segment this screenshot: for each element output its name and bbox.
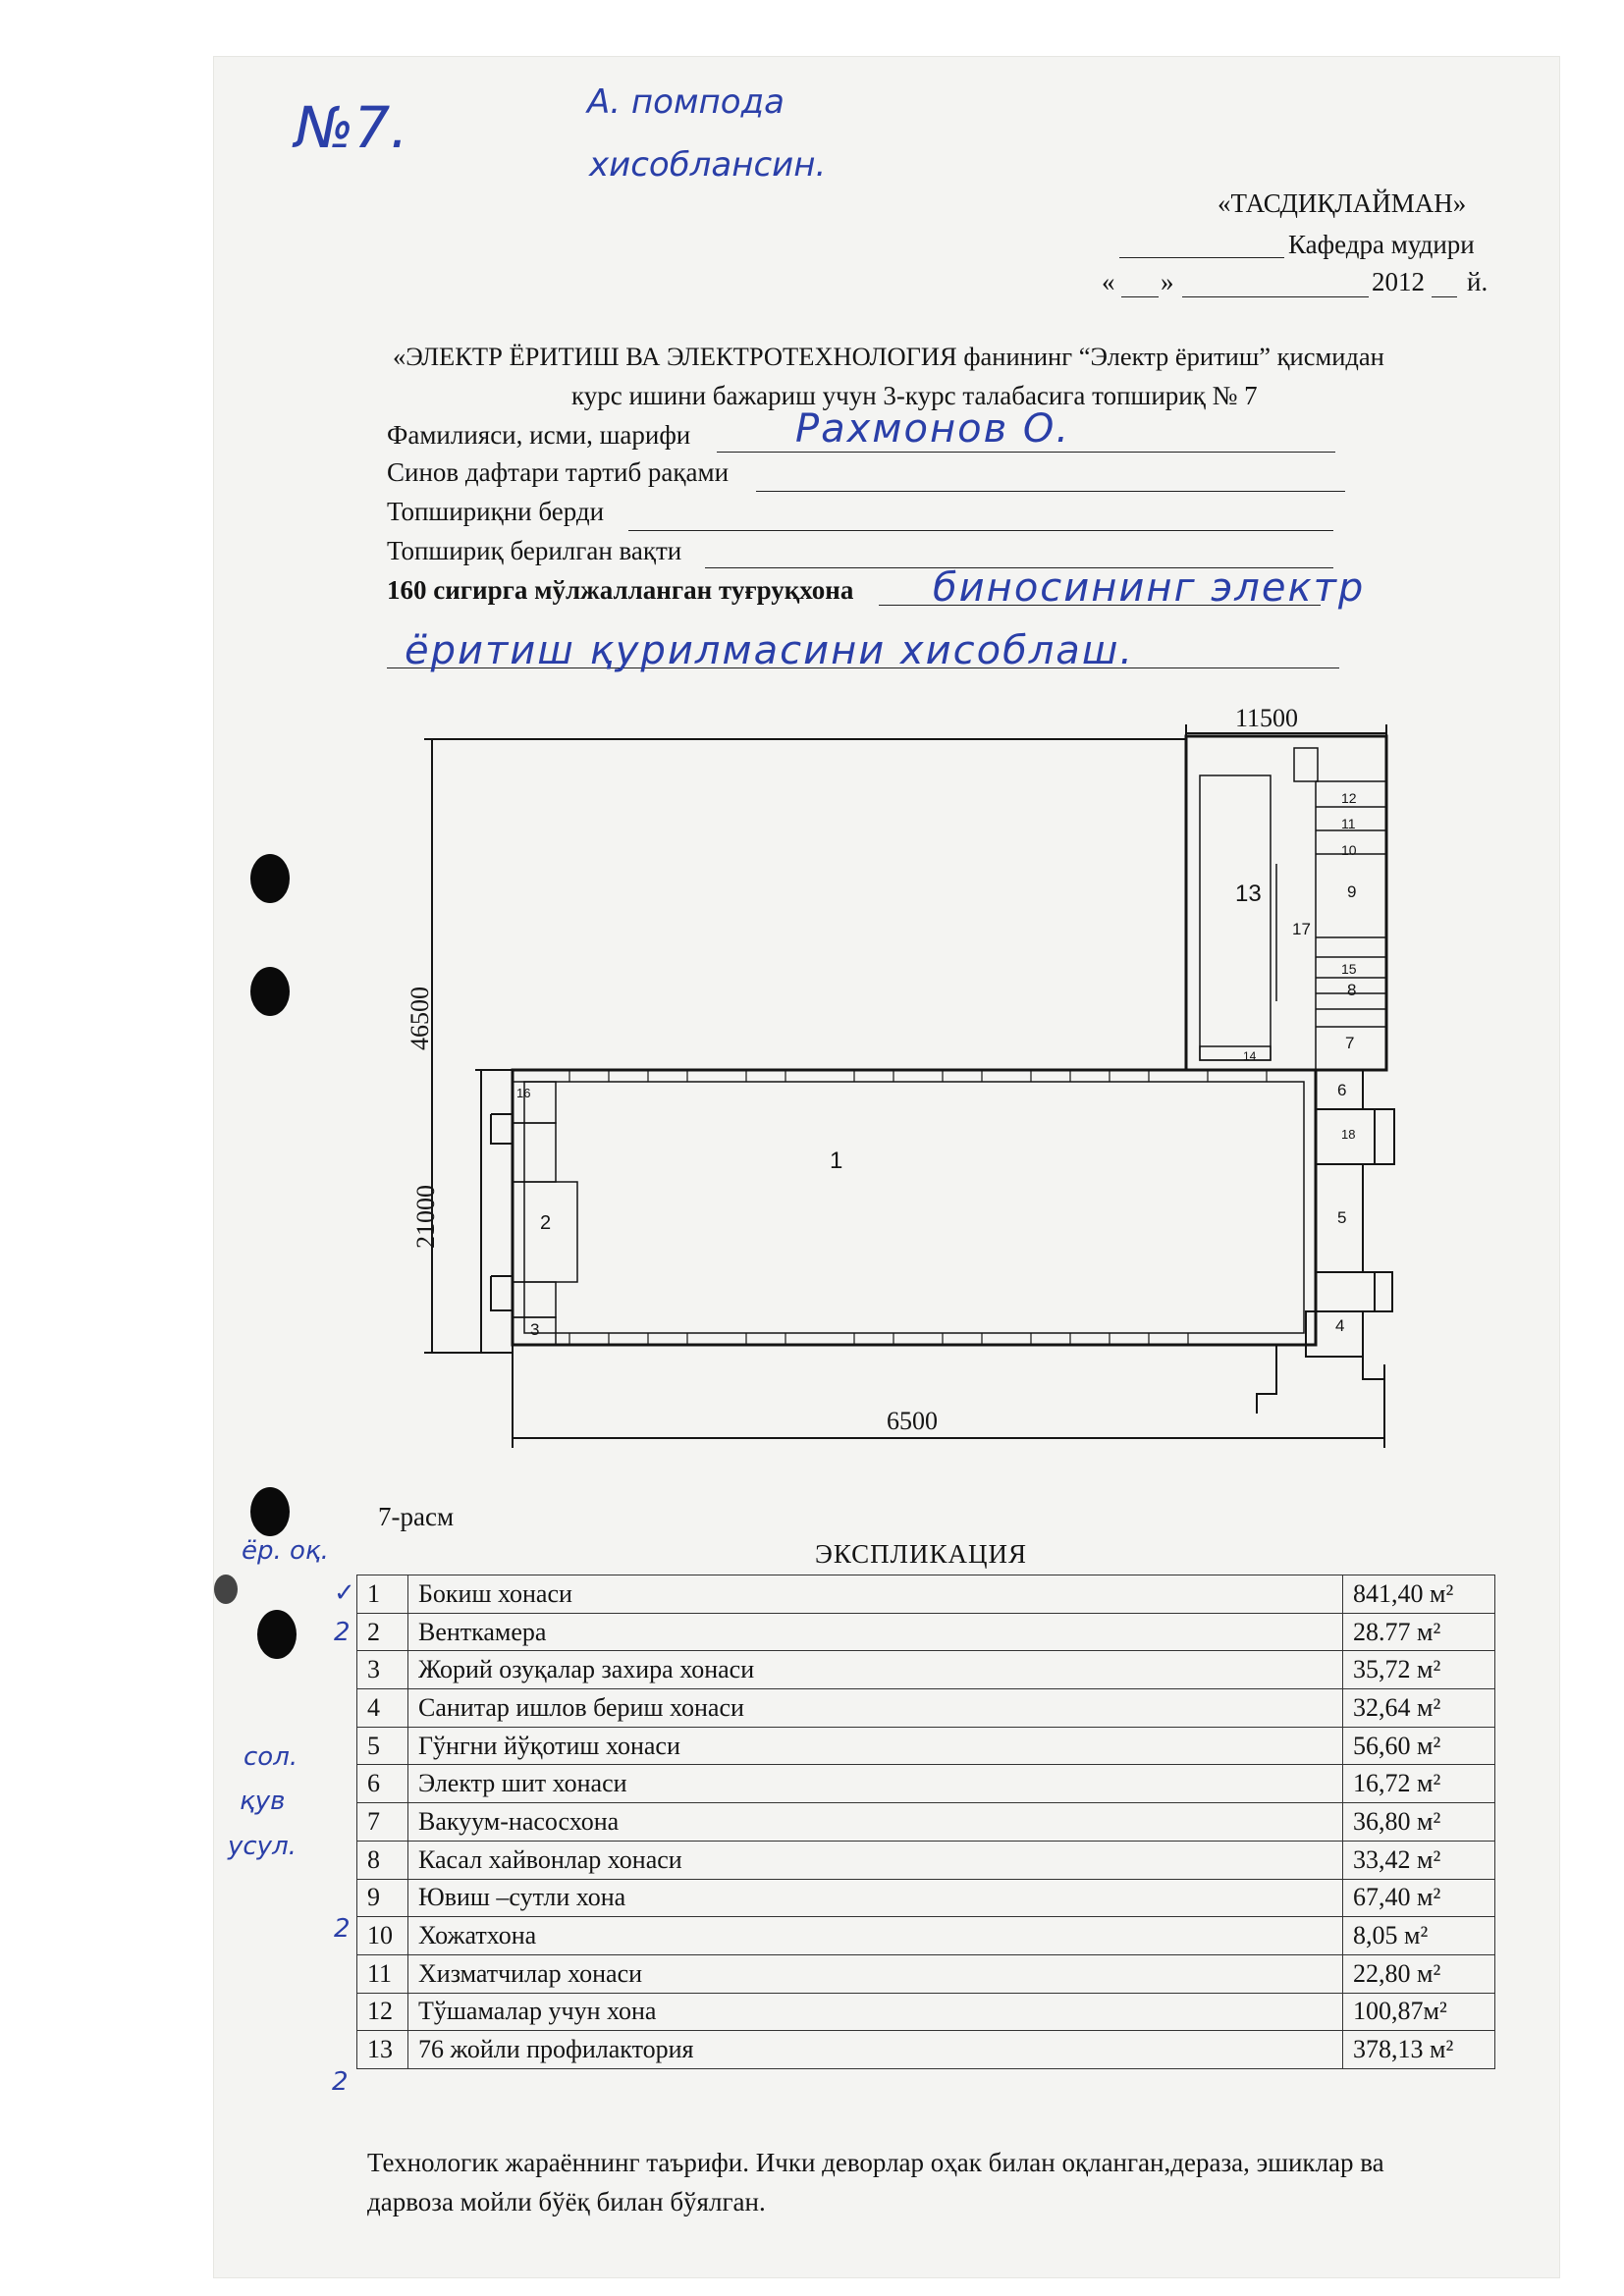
description-line2: дарвоза мойли бўёқ билан бўялган. (367, 2187, 766, 2216)
room-label: 8 (1347, 981, 1357, 999)
room-name: Венткамера (408, 1613, 1343, 1651)
handwritten-note-line2: хисоблансин. (589, 145, 827, 185)
room-area: 8,05 м² (1343, 1917, 1495, 1955)
handwritten-margin-note-1: ёр. оқ. (242, 1536, 329, 1566)
row-number: 7 (357, 1803, 408, 1842)
room-area: 22,80 м² (1343, 1954, 1495, 1993)
table-row (357, 1917, 1495, 1955)
handwritten-margin-note-2a: сол. (244, 1742, 298, 1772)
room-name: Электр шит хонаси (408, 1765, 1343, 1803)
topic-label: 160 сигирга мўлжалланган туғруқхона (387, 575, 854, 605)
room-area: 378,13 м² (1343, 2031, 1495, 2069)
handwritten-margin-note-2c: усул. (228, 1832, 297, 1861)
dim-top-11500: 11500 (1235, 704, 1299, 732)
row-number: 4 (357, 1689, 408, 1728)
room-area: 67,40 м² (1343, 1879, 1495, 1917)
row-number: 13 (357, 2031, 408, 2069)
handwritten-margin-note-2b: қув (240, 1787, 286, 1816)
approval-title: «ТАСДИҚЛАЙМАН» (1218, 188, 1467, 218)
row-number: 9 (357, 1879, 408, 1917)
room-label: 7 (1345, 1034, 1355, 1052)
room-label: 3 (530, 1320, 540, 1339)
handwritten-check-mark: ✓ (334, 1578, 355, 1608)
explication-table (356, 1575, 1495, 2069)
approval-year-suffix: й. (1467, 267, 1489, 296)
room-name: Жорий озуқалар захира хонаси (408, 1651, 1343, 1689)
room-name: Бокиш хонаси (408, 1575, 1343, 1614)
room-label: 15 (1341, 961, 1357, 977)
heading-line1: «ЭЛЕКТР ЁРИТИШ ВА ЭЛЕКТРОТЕХНОЛОГИЯ фанининг “Электр ёритиш” қисмидан (393, 342, 1384, 371)
dim-bottom-6500: 6500 (887, 1407, 938, 1435)
table-row (357, 1727, 1495, 1765)
row-number: 6 (357, 1765, 408, 1803)
handwritten-topic-line1: биносининг электр (933, 565, 1366, 611)
row-number: 11 (357, 1954, 408, 1993)
approval-year: 2012 (1372, 267, 1425, 296)
room-label: 16 (516, 1086, 531, 1100)
table-row (357, 1575, 1495, 1614)
table-row (357, 1993, 1495, 2031)
dim-left-21000: 21000 (411, 1185, 440, 1249)
room-label: 4 (1335, 1316, 1345, 1335)
approval-role: Кафедра мудири (1288, 230, 1475, 259)
room-label: 9 (1347, 882, 1357, 901)
room-name: Касал хайвонлар хонаси (408, 1841, 1343, 1879)
row-number: 12 (357, 1993, 408, 2031)
table-row (357, 1954, 1495, 1993)
handwritten-number: №7. (295, 94, 408, 161)
row-number: 10 (357, 1917, 408, 1955)
room-name: Санитар ишлов бериш хонаси (408, 1689, 1343, 1728)
handwritten-check-mark: 2 (332, 2067, 349, 2097)
field-date-label: Топшириқ берилган вақти (387, 536, 682, 565)
approval-date-close: » (1161, 267, 1174, 296)
room-label: 5 (1337, 1208, 1347, 1227)
room-area: 36,80 м² (1343, 1803, 1495, 1842)
handwritten-student-name: Рахмонов О. (795, 406, 1071, 452)
table-row (357, 2031, 1495, 2069)
table-row (357, 1803, 1495, 1842)
room-area: 16,72 м² (1343, 1765, 1495, 1803)
row-number: 8 (357, 1841, 408, 1879)
room-name: 76 жойли профилактория (408, 2031, 1343, 2069)
row-number: 2 (357, 1613, 408, 1651)
room-label: 10 (1341, 842, 1357, 858)
handwritten-topic-line2: ёритиш қурилмасини хисоблаш. (405, 628, 1135, 673)
room-label: 2 (540, 1212, 552, 1234)
handwritten-note-line1: А. помпода (587, 82, 785, 122)
table-row (357, 1613, 1495, 1651)
room-name: Тўшамалар учун хона (408, 1993, 1343, 2031)
room-label: 18 (1341, 1127, 1356, 1142)
table-row (357, 1689, 1495, 1728)
table-row (357, 1879, 1495, 1917)
room-name: Гўнгни йўқотиш хонаси (408, 1727, 1343, 1765)
room-label: 1 (830, 1148, 843, 1174)
room-area: 841,40 м² (1343, 1575, 1495, 1614)
room-label: 14 (1243, 1049, 1257, 1063)
room-label: 13 (1235, 881, 1262, 907)
table-row (357, 1651, 1495, 1689)
room-area: 28.77 м² (1343, 1613, 1495, 1651)
approval-date-open: « (1102, 267, 1115, 296)
room-name: Хизматчилар хонаси (408, 1954, 1343, 1993)
table-row (357, 1765, 1495, 1803)
room-area: 32,64 м² (1343, 1689, 1495, 1728)
room-area: 56,60 м² (1343, 1727, 1495, 1765)
handwritten-check-mark: 2 (334, 1914, 351, 1944)
room-name: Хожатхона (408, 1917, 1343, 1955)
room-name: Вакуум-насосхона (408, 1803, 1343, 1842)
row-number: 5 (357, 1727, 408, 1765)
heading-line2: курс ишини бажариш учун 3-курс талабасига топшириқ № 7 (571, 381, 1258, 410)
row-number: 3 (357, 1651, 408, 1689)
field-record-label: Синов дафтари тартиб рақами (387, 457, 730, 487)
handwritten-check-mark: 2 (334, 1618, 351, 1647)
room-area: 100,87м² (1343, 1993, 1495, 2031)
room-label: 12 (1341, 790, 1357, 806)
figure-caption: 7-расм (378, 1502, 455, 1531)
room-label: 6 (1337, 1081, 1347, 1099)
room-name: Ювиш –сутли хона (408, 1879, 1343, 1917)
room-label: 11 (1341, 816, 1356, 831)
explication-title: ЭКСПЛИКАЦИЯ (815, 1539, 1027, 1569)
description-line1: Технологик жараённинг таърифи. Ички деворлар оҳак билан оқланган,дераза, эшиклар ва (367, 2148, 1384, 2177)
table-row (357, 1841, 1495, 1879)
room-label: 17 (1292, 920, 1311, 938)
field-name-label: Фамилияси, исми, шарифи (387, 420, 691, 450)
room-area: 35,72 м² (1343, 1651, 1495, 1689)
row-number: 1 (357, 1575, 408, 1614)
dim-left-46500: 46500 (406, 987, 434, 1050)
field-issuer-label: Топшириқни берди (387, 497, 605, 526)
room-area: 33,42 м² (1343, 1841, 1495, 1879)
